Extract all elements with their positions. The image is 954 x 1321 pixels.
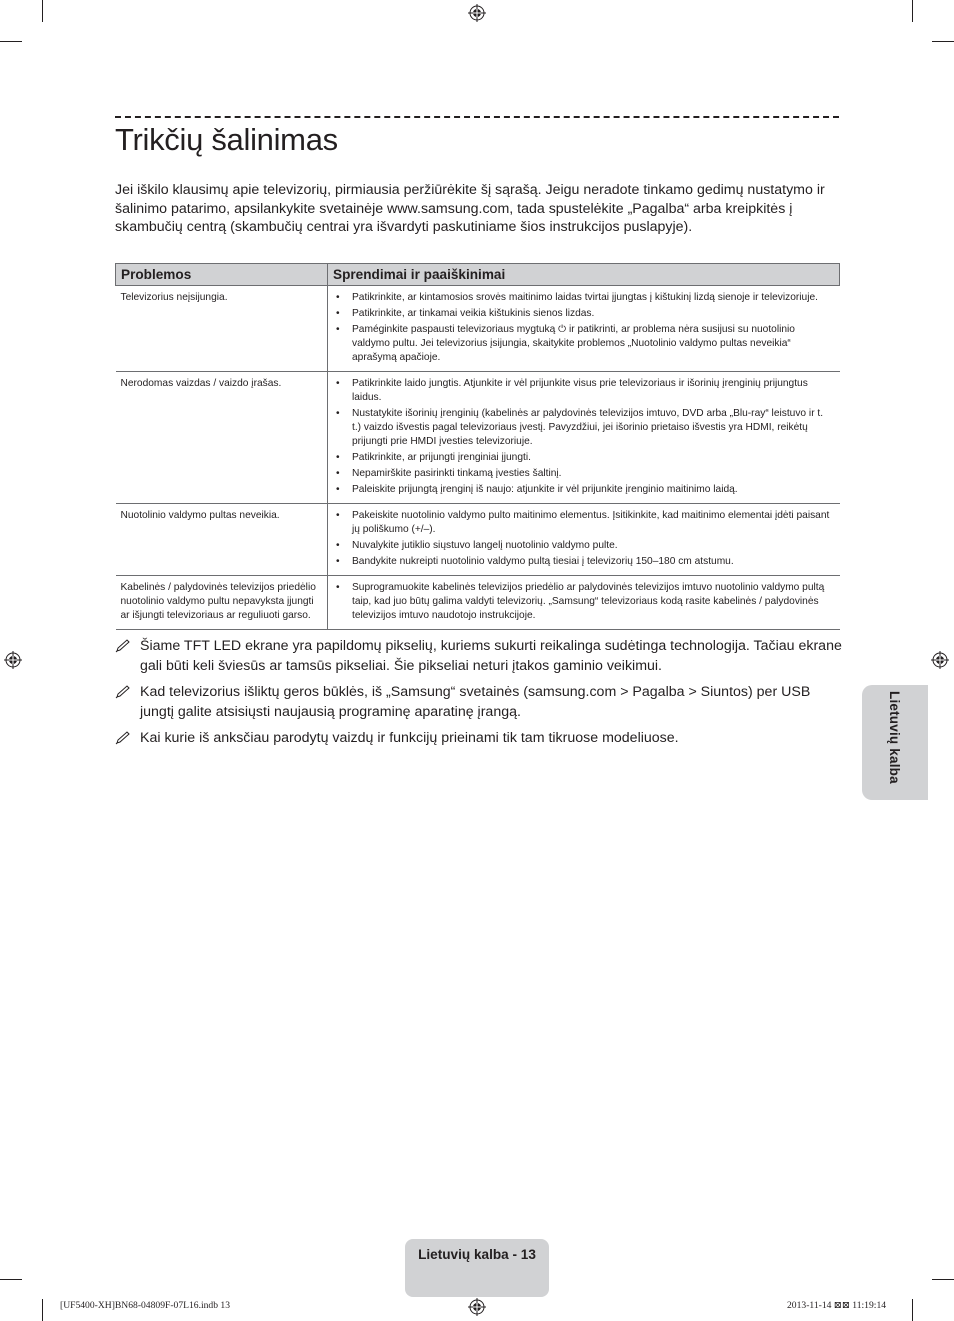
solution-item: • Patikrinkite, ar kintamosios srovės maitinimo laidas tvirtai įjungtas į kištukinį lizdą sienoje ir televizoriuje. <box>333 291 835 305</box>
column-header-problems: Problemos <box>116 264 328 286</box>
note-text: Kai kurie iš anksčiau parodytų vaizdų ir funkcijų prieinami tik tam tikruose modeliuose. <box>140 730 679 746</box>
solution-item: • Nepamirškite pasirinkti tinkamą įvesties šaltinį. <box>333 467 835 481</box>
crop-mark <box>42 0 43 22</box>
crop-mark <box>932 41 954 42</box>
page-number-label: Lietuvių kalba - 13 <box>418 1247 536 1262</box>
solution-item: • Paleiskite prijungtą įrenginį iš naujo: atjunkite ir vėl prijunkite įrenginio maitinimo laidą. <box>333 483 835 497</box>
table-row <box>116 504 840 576</box>
crop-mark <box>932 1279 954 1280</box>
note-item <box>115 636 845 676</box>
crop-mark <box>0 1279 22 1280</box>
table-header-row <box>116 264 840 286</box>
page-title: Trikčių šalinimas <box>115 122 338 157</box>
solution-item: • Nustatykite išorinių įrenginių (kabelinės ar palydovinės televizijos imtuvo, DVD arba „Blu-ray“ leistuvo ir t. t.) vaizdo išvestis pagal televizoriaus įvestį. Pavyzdžiui, jei išorinio prietaiso išvestis yra HDMI, reikėtų prijungti prie HMDI įvesties televizoriuje. <box>333 407 835 449</box>
troubleshooting-table <box>115 263 840 630</box>
column-header-solutions: Sprendimai ir paaiškinimai <box>328 264 840 286</box>
solutions-cell <box>328 576 840 630</box>
registration-mark-icon <box>468 4 486 22</box>
solutions-cell <box>328 372 840 504</box>
file-info: [UF5400-XH]BN68-04809F-07L16.indb 13 <box>60 1300 231 1311</box>
solution-item: • Patikrinkite, ar tinkamai veikia kištukinis sienos lizdas. <box>333 307 835 321</box>
language-side-tab-label: Lietuvių kalba <box>887 691 902 784</box>
crop-mark <box>42 1299 43 1321</box>
problem-cell: Nerodomas vaizdas / vaizdo įrašas. <box>116 372 328 504</box>
solution-list <box>333 377 835 497</box>
solutions-cell <box>328 286 840 372</box>
solution-list <box>333 291 835 365</box>
crop-mark <box>912 1299 913 1321</box>
crop-mark <box>0 41 22 42</box>
solution-item: • Suprogramuokite kabelinės televizijos priedėlio ar palydovinės televizijos imtuvo nuotolinio valdymo pultą taip, kad juo būtų galima valdyti televizorių. „Samsung“ televizoriaus kodą rasite kabelinės / palydovinės televizijos imtuvo naudotojo instrukcijoje. <box>333 581 835 623</box>
language-side-tab <box>862 685 928 800</box>
solution-item: • Patikrinkite, ar prijungti įrenginiai įjungti. <box>333 451 835 465</box>
solution-list <box>333 581 835 623</box>
note-text: Kad televizorius išliktų geros būklės, iš „Samsung“ svetainės (samsung.com > Pagalba > Siuntos) per USB jungtį galite atsisiųsti naujausią programinę aparatinę įrangą. <box>140 684 811 720</box>
solution-item: • Pakeiskite nuotolinio valdymo pulto maitinimo elementus. Įsitikinkite, kad maitinimo elementai įdėti paisant jų poliškumo (+/–). <box>333 509 835 537</box>
pencil-note-icon <box>115 639 131 653</box>
solution-item: • Patikrinkite laido jungtis. Atjunkite ir vėl prijunkite visus prie televizoriaus ir išorinių įrenginių prijungtus laidus. <box>333 377 835 405</box>
print-timestamp: 2013-11-14 ⊠⊠ 11:19:14 <box>787 1300 887 1311</box>
note-item <box>115 728 845 748</box>
crop-mark <box>912 0 913 22</box>
table-row <box>116 286 840 372</box>
pencil-note-icon <box>115 685 131 699</box>
pencil-note-icon <box>115 731 131 745</box>
solution-item: • Paméginkite paspausti televizoriaus mygtuką ⏻ ir patikrinti, ar problema nėra susijusi su nuotolinio valdymo pultu. Jei televizorius įsijungia, skaitykite problemos „Nuotolinio valdymo pultas neveikia“ aprašymą apačioje. <box>333 323 835 365</box>
solutions-cell <box>328 504 840 576</box>
table-row <box>116 372 840 504</box>
problem-cell: Nuotolinio valdymo pultas neveikia. <box>116 504 328 576</box>
registration-mark-icon <box>468 1298 486 1316</box>
registration-mark-icon <box>4 651 22 669</box>
solution-item: • Nuvalykite jutiklio siųstuvo langelį nuotolinio valdymo pulte. <box>333 539 835 553</box>
table-row <box>116 576 840 630</box>
notes-section <box>115 636 845 754</box>
registration-mark-icon <box>931 651 949 669</box>
page-number-tab <box>405 1239 549 1297</box>
solution-item: • Bandykite nukreipti nuotolinio valdymo pultą tiesiai į televizorių 150–180 cm atstumu. <box>333 555 835 569</box>
problem-cell: Televizorius neįsijungia. <box>116 286 328 372</box>
intro-paragraph: Jei iškilo klausimų apie televizorių, pirmiausia peržiūrėkite šį sąrašą. Jeigu neradote tinkamo gedimų nustatymo ir šalinimo patarimo, apsilankykite svetainėje www.samsung.com, tada spustelėkite „Pagalba“ arba kreipkitės į skambučių centrą (skambučių centrai yra išvardyti paskutiniame šios instrukcijos puslapyje). <box>115 182 825 235</box>
problem-cell: Kabelinės / palydovinės televizijos priedėlio nuotolinio valdymo pultu nepavyksta įjungti ar išjungti televizoriaus ar reguliuoti garso. <box>116 576 328 630</box>
note-item <box>115 682 845 722</box>
note-text: Šiame TFT LED ekrane yra papildomų pikselių, kuriems sukurti reikalinga sudėtinga technologija. Tačiau ekrane gali būti keli šviesūs ar tamsūs pikseliai. Šie pikseliai neturi įtakos gaminio veikimui. <box>140 638 842 674</box>
title-dashed-rule <box>115 116 839 118</box>
solution-list <box>333 509 835 569</box>
